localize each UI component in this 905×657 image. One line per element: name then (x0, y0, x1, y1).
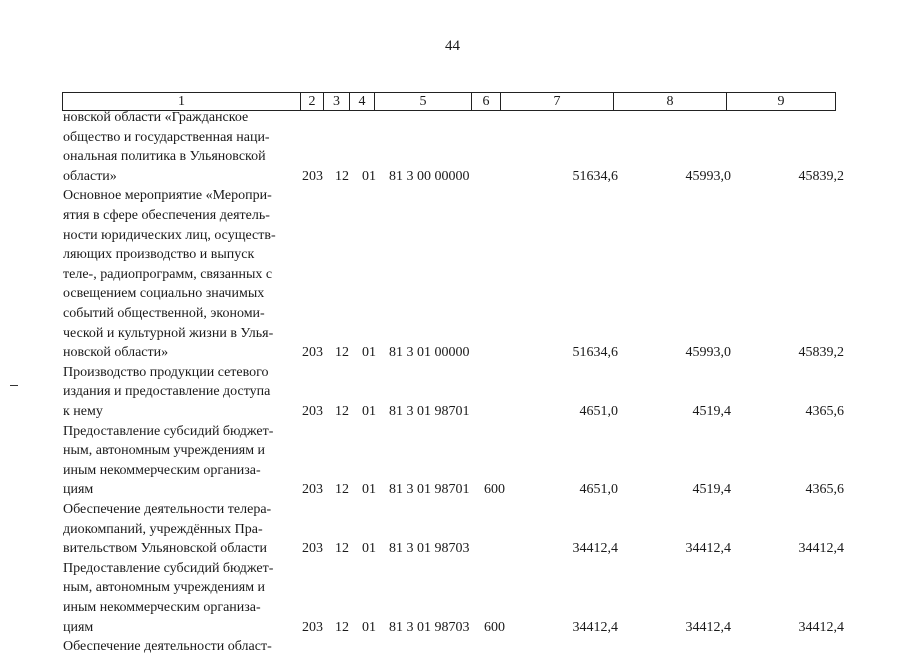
amount-col-9: 45839,2 (798, 345, 844, 361)
row-description (63, 500, 298, 559)
description-line: Основное мероприятие «Меропри- (63, 188, 272, 204)
section-code: 12 (335, 541, 349, 557)
description-line: Обеспечение деятельности телера- (63, 502, 272, 517)
target-article-code: 81 3 01 98703 (389, 541, 470, 557)
section-code: 12 (335, 482, 349, 498)
amount-col-8: 4519,4 (692, 482, 731, 498)
column-header: 1 (63, 93, 301, 111)
column-header: 2 (301, 93, 324, 111)
row-description (63, 559, 298, 637)
description-line: вительством Ульяновской области (63, 541, 268, 557)
admin-code: 203 (302, 168, 323, 184)
amount-col-9: 34412,4 (798, 541, 844, 557)
admin-code: 203 (302, 541, 323, 557)
subsection-code: 01 (362, 619, 376, 635)
expense-type-code: 600 (484, 482, 505, 498)
amount-col-8: 4519,4 (692, 403, 731, 419)
description-line: Производство продукции сетевого (63, 364, 269, 380)
description-line: ляющих производство и выпуск (63, 247, 255, 263)
description-line: иным некоммерческим организа- (63, 599, 261, 615)
section-code: 12 (335, 619, 349, 635)
subsection-code: 01 (362, 541, 376, 557)
column-header: 5 (375, 93, 472, 111)
description-line: ности юридических лиц, осуществ- (63, 227, 276, 243)
description-line: циям (63, 619, 94, 635)
column-header: 9 (727, 93, 836, 111)
row-description (63, 186, 298, 362)
description-line: циям (63, 482, 94, 498)
amount-col-8: 45993,0 (685, 168, 731, 184)
description-line: новской области» (63, 345, 169, 361)
amount-col-9: 45839,2 (798, 168, 844, 184)
description-line: общество и государственная наци- (63, 129, 270, 145)
description-line: Предоставление субсидий бюджет- (63, 423, 274, 439)
description-line: к нему (63, 403, 103, 419)
amount-col-7: 4651,0 (579, 403, 618, 419)
amount-col-7: 34412,4 (572, 619, 618, 635)
section-code: 12 (335, 403, 349, 419)
margin-mark (10, 385, 18, 386)
amount-col-8: 34412,4 (685, 619, 731, 635)
subsection-code: 01 (362, 482, 376, 498)
target-article-code: 81 3 01 98703 (389, 619, 470, 635)
admin-code: 203 (302, 345, 323, 361)
description-line: области» (63, 168, 117, 184)
description-line: освещением социально значимых (63, 286, 265, 302)
description-line: событий общественной, экономи- (63, 305, 265, 321)
description-line: Обеспечение деятельности област- (63, 639, 272, 655)
column-header: 3 (324, 93, 350, 111)
amount-col-8: 34412,4 (685, 541, 731, 557)
description-line: издания и предоставление доступа (63, 384, 271, 400)
column-header: 4 (350, 93, 375, 111)
admin-code: 203 (302, 403, 323, 419)
description-line: новской области «Гражданское (63, 110, 249, 125)
description-line: ятия в сфере обеспечения деятель- (63, 207, 270, 223)
admin-code: 203 (302, 482, 323, 498)
column-header: 7 (501, 93, 614, 111)
amount-col-7: 4651,0 (579, 482, 618, 498)
subsection-code: 01 (362, 403, 376, 419)
amount-col-7: 34412,4 (572, 541, 618, 557)
subsection-code: 01 (362, 345, 376, 361)
row-description (63, 108, 298, 186)
description-line: ным, автономным учреждениям и (63, 580, 266, 596)
amount-col-9: 4365,6 (805, 482, 844, 498)
description-line: ональная политика в Ульяновской (63, 149, 266, 165)
description-line: иным некоммерческим организа- (63, 462, 261, 478)
section-code: 12 (335, 345, 349, 361)
description-line: ческой и культурной жизни в Улья- (63, 325, 274, 341)
expense-type-code: 600 (484, 619, 505, 635)
column-header: 8 (614, 93, 727, 111)
page-number: 44 (445, 38, 460, 54)
target-article-code: 81 3 00 00000 (389, 168, 470, 184)
subsection-code: 01 (362, 168, 376, 184)
amount-col-9: 4365,6 (805, 403, 844, 419)
description-line: теле-, радиопрограмм, связанных с (63, 266, 273, 282)
amount-col-8: 45993,0 (685, 345, 731, 361)
column-header: 6 (472, 93, 501, 111)
target-article-code: 81 3 01 98701 (389, 482, 470, 498)
row-description (63, 363, 298, 422)
admin-code: 203 (302, 619, 323, 635)
amount-col-9: 34412,4 (798, 619, 844, 635)
description-line: Предоставление субсидий бюджет- (63, 560, 274, 576)
description-line: ным, автономным учреждениям и (63, 443, 266, 459)
amount-col-7: 51634,6 (572, 345, 618, 361)
description-line: диокомпаний, учреждённых Пра- (63, 521, 263, 537)
row-description (63, 637, 298, 657)
amount-col-7: 51634,6 (572, 168, 618, 184)
row-description (63, 422, 298, 500)
target-article-code: 81 3 01 98701 (389, 403, 470, 419)
section-code: 12 (335, 168, 349, 184)
target-article-code: 81 3 01 00000 (389, 345, 470, 361)
